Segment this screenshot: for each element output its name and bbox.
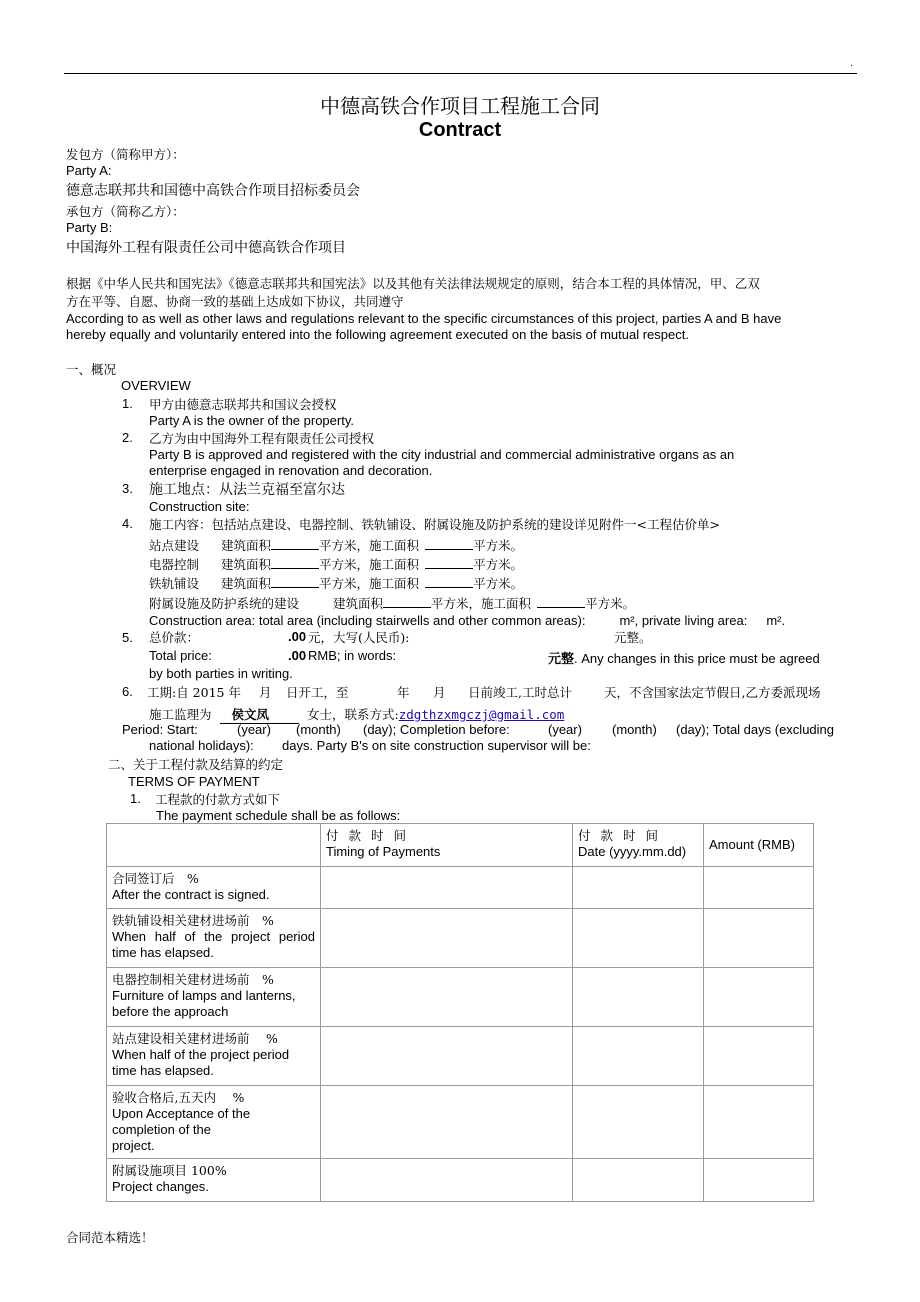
item5-cn-amount: .00 xyxy=(288,629,307,644)
item5-en-amount: .00 xyxy=(288,648,307,663)
item3-en: Construction site: xyxy=(149,499,250,514)
table-cell[interactable] xyxy=(573,909,704,968)
table-cell[interactable] xyxy=(573,1086,704,1159)
item6-en-p6: (month) xyxy=(612,722,657,737)
item5-cn-label: 总价款： xyxy=(149,630,200,645)
footer-text: 合同范本精选！ xyxy=(66,1230,154,1245)
table-cell[interactable] xyxy=(573,1027,704,1086)
item4-num: 4. xyxy=(122,516,133,531)
table-header-cell: 付款时间 Timing of Payments xyxy=(321,824,573,867)
area-row: 附属设施及防护系统的建设 建筑面积 平方米，施工面积 平方米。 xyxy=(149,596,636,611)
table-cell[interactable] xyxy=(321,968,573,1027)
table-cell[interactable] xyxy=(704,968,814,1027)
item6-en-p5: (year) xyxy=(548,722,582,737)
header-rule xyxy=(64,73,857,74)
supervisor-email-link[interactable]: zdgthzxmgczj@gmail.com xyxy=(398,707,565,722)
preamble-en-line2: hereby equally and voluntarily entered into the following agreement executed on the basis of mutual respect. xyxy=(66,327,689,342)
area-row: 电器控制 建筑面积 平方米，施工面积 平方米。 xyxy=(149,557,524,572)
party-a-label-cn: 发包方（简称甲方）： xyxy=(66,147,185,162)
blank-field[interactable] xyxy=(425,536,473,550)
party-a-label-en: Party A: xyxy=(66,163,112,178)
item5-en-line2: by both parties in writing. xyxy=(149,666,293,681)
blank-field[interactable] xyxy=(425,574,473,588)
table-cell[interactable] xyxy=(704,909,814,968)
blank-field[interactable] xyxy=(271,574,319,588)
item5-cn-end: 元整。 xyxy=(614,630,652,645)
preamble-en-line1: According to as well as other laws and regulations relevant to the specific circumstances of this project, parties A and B have xyxy=(66,311,782,326)
table-cell: 铁轨铺设相关建材进场前 % When half of the project period time has elapsed. xyxy=(107,909,321,968)
item6-cn-p2: 月 xyxy=(259,685,272,700)
item5-num: 5. xyxy=(122,630,133,645)
area-row-label: 建筑面积 xyxy=(221,576,272,591)
item6-en-p7: (day); Total days (excluding xyxy=(676,722,835,737)
item6-en-p3: (month) xyxy=(296,722,341,737)
table-header-cell: Amount (RMB) xyxy=(704,824,814,867)
item4-cn: 施工内容：包括站点建设、电器控制、铁轨铺设、附属设施及防护系统的建设详见附件一<工程估价单> xyxy=(149,517,720,532)
item6-cn-p7: 天，不含国家法定节假日,乙方委派现场 xyxy=(604,685,821,700)
item2-en2: enterprise engaged in renovation and decoration. xyxy=(149,463,433,478)
preamble-cn-line2: 方在平等、自愿、协商一致的基础上达成如下协议，共同遵守 xyxy=(66,294,404,309)
title-chinese: 中德高铁合作项目工程施工合同 xyxy=(320,94,600,118)
item6-en-p4: (day); Completion before: xyxy=(363,722,510,737)
table-row xyxy=(107,1027,814,1086)
section2-item1-cn: 工程款的付款方式如下 xyxy=(155,792,281,807)
table-cell[interactable] xyxy=(321,909,573,968)
section2-heading-cn: 二、关于工程付款及结算的约定 xyxy=(108,757,284,772)
table-cell[interactable] xyxy=(321,1027,573,1086)
table-header-cell xyxy=(107,824,321,867)
item2-en1: Party B is approved and registered with the city industrial and commercial administrative organs as an xyxy=(149,447,735,462)
table-cell: 附属设施项目 100% Project changes. xyxy=(107,1159,321,1202)
item4-en-area: Construction area: total area (including stairwells and other common areas): m², private living area: m². xyxy=(149,613,786,628)
party-b-label-en: Party B: xyxy=(66,220,113,235)
item5-en-tail: 元整. Any changes in this price must be agreed xyxy=(548,651,820,667)
table-row xyxy=(107,968,814,1027)
item5-cn-mid: 元，大写(人民币): xyxy=(308,630,410,645)
area-row-label: 建筑面积 xyxy=(221,538,272,553)
table-cell[interactable] xyxy=(321,1086,573,1159)
section2-item1-en: The payment schedule shall be as follows: xyxy=(156,808,401,823)
supervisor-name: 侯文凤 xyxy=(220,705,300,724)
area-row: 站点建设 建筑面积 平方米，施工面积 平方米。 xyxy=(149,538,524,553)
item6-cn-p4: 年 xyxy=(397,685,410,700)
item1-en: Party A is the owner of the property. xyxy=(149,413,354,428)
blank-field[interactable] xyxy=(425,555,473,569)
section1-heading-en: OVERVIEW xyxy=(121,378,191,393)
item2-cn: 乙方为由中国海外工程有限责任公司授权 xyxy=(149,431,375,446)
section2-heading-en: TERMS OF PAYMENT xyxy=(128,774,260,789)
blank-field[interactable] xyxy=(271,555,319,569)
area-row-name: 铁轨铺设 xyxy=(149,576,200,591)
item6-cn-p6: 日前竣工,工时总计 xyxy=(468,685,572,700)
item6-en-p1: Period: Start: xyxy=(122,722,198,737)
table-header-cell: 付款时间 Date (yyyy.mm.dd) xyxy=(573,824,704,867)
area-row-name: 站点建设 xyxy=(149,538,200,553)
table-row xyxy=(107,867,814,909)
item6-en-p2: (year) xyxy=(237,722,271,737)
table-cell: 站点建设相关建材进场前 % When half of the project period time has elapsed. xyxy=(107,1027,321,1086)
item6-en-line2b: days. Party B's on site construction supervisor will be: xyxy=(282,738,591,753)
table-row xyxy=(107,1086,814,1159)
table-header-row xyxy=(107,824,814,867)
area-row-name: 电器控制 xyxy=(149,557,200,572)
item3-num: 3. xyxy=(122,481,133,496)
item2-num: 2. xyxy=(122,430,133,445)
item6-cn-p5: 月 xyxy=(433,685,446,700)
blank-field[interactable] xyxy=(537,594,585,608)
item1-num: 1. xyxy=(122,396,133,411)
item6-en-line2a: national holidays): xyxy=(149,738,254,753)
item6-num: 6. xyxy=(122,684,133,699)
table-cell[interactable] xyxy=(321,867,573,909)
table-cell[interactable] xyxy=(704,1027,814,1086)
item6-cn-p1: 工期:自 2015 年 xyxy=(147,685,241,700)
item6-cn-p3: 日开工，至 xyxy=(286,685,349,700)
area-row-label: 建筑面积 xyxy=(333,596,384,611)
party-a-name: 德意志联邦共和国德中高铁合作项目招标委员会 xyxy=(66,183,360,199)
table-cell: 电器控制相关建材进场前 % Furniture of lamps and lanterns, before the approach xyxy=(107,968,321,1027)
title-english: Contract xyxy=(418,119,502,141)
table-cell[interactable] xyxy=(704,1086,814,1159)
blank-field[interactable] xyxy=(271,536,319,550)
table-cell[interactable] xyxy=(573,968,704,1027)
party-b-label-cn: 承包方（简称乙方）： xyxy=(66,204,185,219)
table-cell: 验收合格后,五天内 % Upon Acceptance of the completion of the project. xyxy=(107,1086,321,1159)
section2-item1-num: 1. xyxy=(130,791,141,806)
table-cell[interactable] xyxy=(704,867,814,909)
table-cell[interactable] xyxy=(573,867,704,909)
header-mark: . xyxy=(850,58,853,69)
item1-cn: 甲方由德意志联邦共和国议会授权 xyxy=(149,397,337,412)
table-cell[interactable] xyxy=(704,1159,814,1202)
section1-heading-cn: 一、概况 xyxy=(66,362,117,377)
area-row-label: 建筑面积 xyxy=(221,557,272,572)
area-row: 铁轨铺设 建筑面积 平方米，施工面积 平方米。 xyxy=(149,576,524,591)
table-cell[interactable] xyxy=(573,1159,704,1202)
party-b-name: 中国海外工程有限责任公司中德高铁合作项目 xyxy=(66,240,346,256)
item5-en-label: Total price: xyxy=(149,648,212,663)
table-cell: 合同签订后 % After the contract is signed. xyxy=(107,867,321,909)
payment-schedule-table xyxy=(106,823,814,1202)
item6-supervisor-line: 施工监理为 侯文凤 女士，联系方式:zdgthzxmgczj@gmail.com xyxy=(149,707,565,722)
table-row xyxy=(107,909,814,968)
table-row xyxy=(107,1159,814,1202)
area-row-name: 附属设施及防护系统的建设 xyxy=(149,596,300,611)
item3-cn: 施工地点：从法兰克福至富尔达 xyxy=(149,482,345,498)
preamble-cn-line1: 根据《中华人民共和国宪法》《德意志联邦共和国宪法》以及其他有关法律法规规定的原则，结合本工程的具体情况，甲、乙双 xyxy=(66,276,760,291)
item5-en-mid: RMB; in words: xyxy=(308,648,397,663)
blank-field[interactable] xyxy=(383,594,431,608)
table-cell[interactable] xyxy=(321,1159,573,1202)
